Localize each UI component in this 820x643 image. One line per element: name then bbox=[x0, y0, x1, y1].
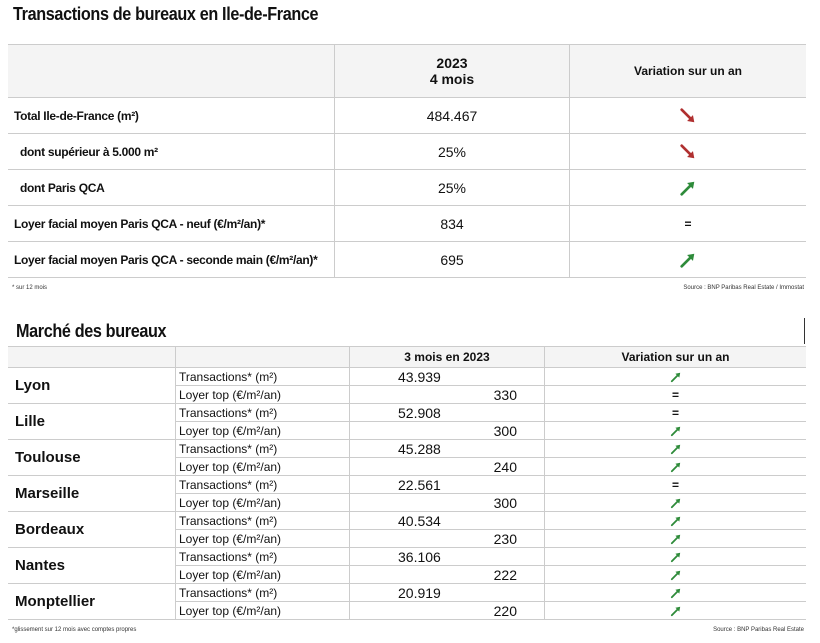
metric-value-cell bbox=[350, 530, 545, 548]
city-name: Lille bbox=[8, 404, 176, 440]
ile-de-france-table bbox=[8, 44, 806, 278]
transactions-value: 20.919 bbox=[398, 584, 441, 601]
metric-label: Transactions* (m²) bbox=[176, 548, 350, 566]
table1-header-period bbox=[335, 45, 570, 98]
row-value: 484.467 bbox=[335, 98, 570, 134]
table2-header-empty-city bbox=[8, 347, 176, 368]
table2-row-transactions bbox=[8, 512, 806, 530]
metric-label: Transactions* (m²) bbox=[176, 584, 350, 602]
table1-row bbox=[8, 206, 806, 242]
table1-header-year: 2023 bbox=[436, 55, 468, 71]
trend-up-arrow-icon bbox=[679, 251, 697, 269]
table1-row bbox=[8, 242, 806, 278]
trend-up-arrow-icon bbox=[670, 443, 682, 455]
table1-header-months: 4 mois bbox=[429, 71, 475, 87]
variation-cell bbox=[545, 368, 807, 386]
metric-value-cell bbox=[350, 548, 545, 566]
table2-source: Source : BNP Paribas Real Estate bbox=[713, 627, 804, 633]
trend-up-arrow-icon bbox=[679, 179, 697, 197]
trend-equal: = bbox=[671, 405, 679, 420]
metric-label: Transactions* (m²) bbox=[176, 512, 350, 530]
transactions-value: 45.288 bbox=[398, 440, 441, 457]
loyer-value: 230 bbox=[493, 530, 517, 547]
city-name: Monptellier bbox=[8, 584, 176, 620]
trend-up-arrow-icon bbox=[670, 371, 682, 383]
variation-cell bbox=[545, 566, 807, 584]
metric-value-cell bbox=[350, 368, 545, 386]
metric-value-cell bbox=[350, 458, 545, 476]
transactions-value: 52.908 bbox=[398, 404, 441, 421]
variation-cell bbox=[545, 404, 807, 422]
table2-header-empty-metric bbox=[176, 347, 350, 368]
loyer-value: 222 bbox=[493, 566, 517, 583]
table1-row bbox=[8, 170, 806, 206]
table2-row-transactions bbox=[8, 476, 806, 494]
metric-value-cell bbox=[350, 476, 545, 494]
table1-row bbox=[8, 134, 806, 170]
variation-cell bbox=[545, 422, 807, 440]
title-divider bbox=[804, 318, 805, 344]
table1-header-row bbox=[8, 45, 806, 98]
metric-label: Loyer top (€/m²/an) bbox=[176, 458, 350, 476]
loyer-value: 220 bbox=[493, 602, 517, 619]
table1-row bbox=[8, 98, 806, 134]
row-value: 695 bbox=[335, 242, 570, 278]
variation-cell bbox=[545, 602, 807, 620]
table2-row-transactions bbox=[8, 404, 806, 422]
city-name: Nantes bbox=[8, 548, 176, 584]
trend-down-arrow-icon bbox=[679, 143, 697, 161]
row-label: Loyer facial moyen Paris QCA - seconde main (€/m²/an)* bbox=[8, 242, 335, 278]
trend-up-arrow-icon bbox=[670, 515, 682, 527]
row-label: dont supérieur à 5.000 m² bbox=[8, 134, 335, 170]
table1-header-variation: Variation sur un an bbox=[570, 45, 807, 98]
row-value: 25% bbox=[335, 170, 570, 206]
row-variation bbox=[570, 242, 807, 278]
row-value: 834 bbox=[335, 206, 570, 242]
metric-value-cell bbox=[350, 404, 545, 422]
table2-row-transactions bbox=[8, 368, 806, 386]
variation-cell bbox=[545, 512, 807, 530]
row-variation bbox=[570, 98, 807, 134]
trend-up-arrow-icon bbox=[670, 587, 682, 599]
trend-up-arrow-icon bbox=[670, 425, 682, 437]
metric-value-cell bbox=[350, 602, 545, 620]
metric-label: Loyer top (€/m²/an) bbox=[176, 386, 350, 404]
metric-label: Transactions* (m²) bbox=[176, 440, 350, 458]
city-name: Toulouse bbox=[8, 440, 176, 476]
city-name: Bordeaux bbox=[8, 512, 176, 548]
metric-label: Loyer top (€/m²/an) bbox=[176, 566, 350, 584]
metric-label: Loyer top (€/m²/an) bbox=[176, 530, 350, 548]
trend-up-arrow-icon bbox=[670, 533, 682, 545]
row-label: Loyer facial moyen Paris QCA - neuf (€/m²/an)* bbox=[8, 206, 335, 242]
metric-label: Transactions* (m²) bbox=[176, 476, 350, 494]
variation-cell bbox=[545, 548, 807, 566]
variation-cell bbox=[545, 494, 807, 512]
metric-value-cell bbox=[350, 512, 545, 530]
row-variation bbox=[570, 170, 807, 206]
trend-up-arrow-icon bbox=[670, 605, 682, 617]
table2-header-period: 3 mois en 2023 bbox=[350, 347, 545, 368]
trend-equal: = bbox=[671, 477, 679, 492]
metric-label: Transactions* (m²) bbox=[176, 404, 350, 422]
metric-value-cell bbox=[350, 584, 545, 602]
transactions-value: 36.106 bbox=[398, 548, 441, 565]
metric-value-cell bbox=[350, 494, 545, 512]
table1-header-empty bbox=[8, 45, 335, 98]
city-name: Lyon bbox=[8, 368, 176, 404]
variation-cell bbox=[545, 458, 807, 476]
table2-row-transactions bbox=[8, 440, 806, 458]
variation-cell bbox=[545, 440, 807, 458]
metric-label: Transactions* (m²) bbox=[176, 368, 350, 386]
metric-value-cell bbox=[350, 422, 545, 440]
variation-cell bbox=[545, 386, 807, 404]
trend-up-arrow-icon bbox=[670, 461, 682, 473]
regional-offices-table bbox=[8, 346, 806, 620]
table2-header-row bbox=[8, 347, 806, 368]
transactions-value: 43.939 bbox=[398, 368, 441, 385]
table1-source: Source : BNP Paribas Real Estate / Immostat bbox=[683, 285, 804, 291]
trend-down-arrow-icon bbox=[679, 107, 697, 125]
table1-footnote: * sur 12 mois bbox=[12, 285, 48, 291]
trend-up-arrow-icon bbox=[670, 569, 682, 581]
row-value: 25% bbox=[335, 134, 570, 170]
variation-cell bbox=[545, 584, 807, 602]
table2-title: Marché des bureaux bbox=[16, 321, 167, 341]
row-variation bbox=[570, 206, 807, 242]
trend-equal: = bbox=[671, 387, 679, 402]
loyer-value: 240 bbox=[493, 458, 517, 475]
transactions-value: 22.561 bbox=[398, 476, 441, 493]
metric-label: Loyer top (€/m²/an) bbox=[176, 602, 350, 620]
loyer-value: 330 bbox=[493, 386, 517, 403]
metric-value-cell bbox=[350, 566, 545, 584]
row-variation bbox=[570, 134, 807, 170]
city-name: Marseille bbox=[8, 476, 176, 512]
table2-header-variation: Variation sur un an bbox=[545, 347, 807, 368]
transactions-value: 40.534 bbox=[398, 512, 441, 529]
variation-cell bbox=[545, 530, 807, 548]
metric-value-cell bbox=[350, 386, 545, 404]
table2-row-transactions bbox=[8, 584, 806, 602]
row-label: dont Paris QCA bbox=[8, 170, 335, 206]
table2-footnote: *glissement sur 12 mois avec comptes propres bbox=[12, 627, 137, 633]
trend-up-arrow-icon bbox=[670, 497, 682, 509]
loyer-value: 300 bbox=[493, 422, 517, 439]
table2-row-transactions bbox=[8, 548, 806, 566]
trend-up-arrow-icon bbox=[670, 551, 682, 563]
metric-value-cell bbox=[350, 440, 545, 458]
metric-label: Loyer top (€/m²/an) bbox=[176, 494, 350, 512]
table1-title: Transactions de bureaux en Ile-de-France bbox=[13, 4, 319, 24]
trend-equal: = bbox=[684, 216, 692, 231]
loyer-value: 300 bbox=[493, 494, 517, 511]
variation-cell bbox=[545, 476, 807, 494]
row-label: Total Ile-de-France (m²) bbox=[8, 98, 335, 134]
metric-label: Loyer top (€/m²/an) bbox=[176, 422, 350, 440]
